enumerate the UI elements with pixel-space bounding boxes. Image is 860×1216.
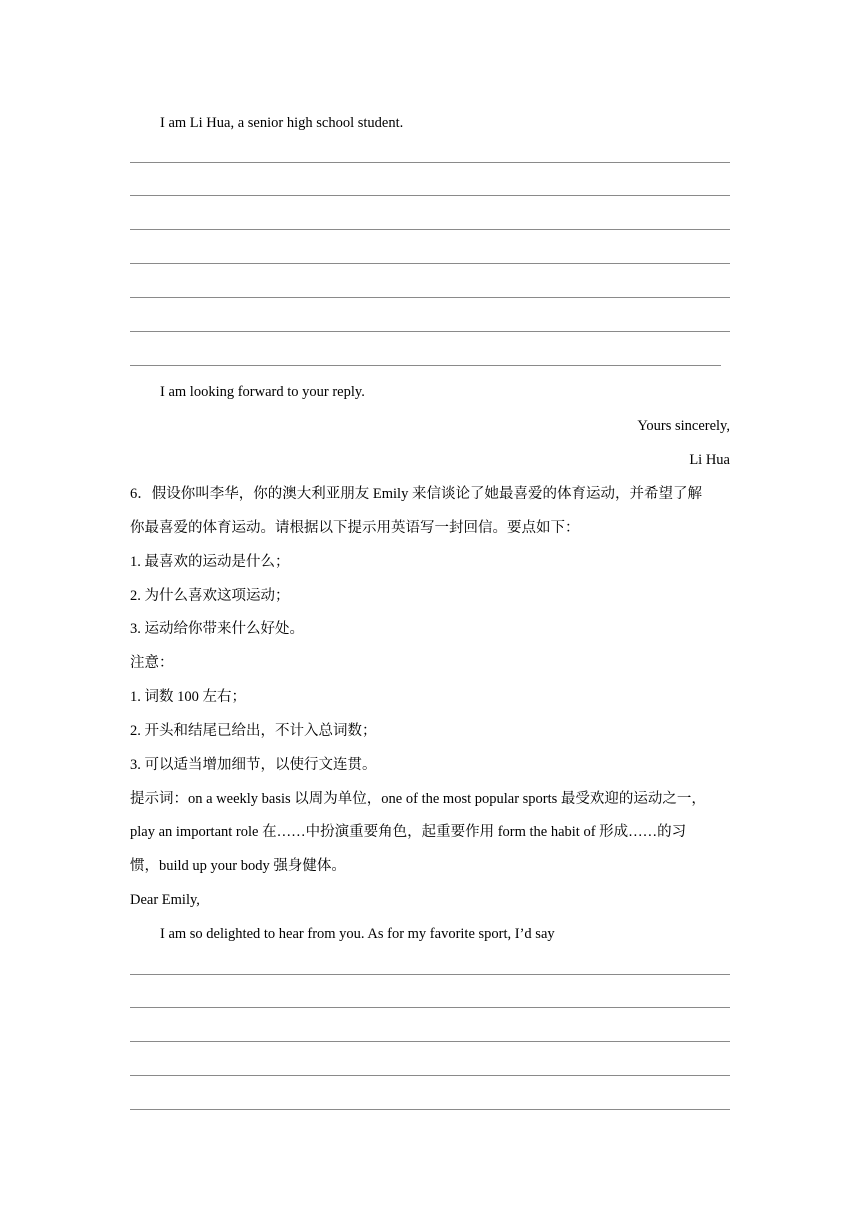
answer-line [130,1041,730,1042]
requirement-point: 3. 运动给你带来什么好处。 [130,621,304,637]
note-item: 3. 可以适当增加细节，以使行文连贯。 [130,757,377,773]
requirement-point: 2. 为什么喜欢这项运动； [130,588,290,604]
answer-line [130,297,730,298]
hint-line-1: 提示词：on a weekly basis 以周为单位，one of the most popular sports 最受欢迎的运动之一， [130,791,706,807]
answer-line [130,162,730,163]
answer-line [130,1007,730,1008]
letter-closing-line: I am looking forward to your reply. [160,384,365,400]
answer-line [130,331,730,332]
question-prompt-line-1: 6．假设你叫李华，你的澳大利亚朋友 Emily 来信谈论了她最喜爱的体育运动，并希望了解 [130,486,702,502]
letter-opening-line: I am so delighted to hear from you. As for my favorite sport, I’d say [160,926,555,942]
answer-line [130,974,730,975]
note-item: 1. 词数 100 左右； [130,689,246,705]
note-item: 2. 开头和结尾已给出，不计入总词数； [130,723,377,739]
letter-signoff: Yours sincerely, [637,418,730,434]
letter-signature: Li Hua [689,452,730,468]
hint-line-2: play an important role 在……中扮演重要角色，起重要作用 form the habit of 形成……的习 [130,824,687,840]
answer-line [130,365,721,366]
answer-line [130,1109,730,1110]
letter-salutation: Dear Emily, [130,892,200,908]
note-label: 注意： [130,655,174,671]
answer-line [130,1075,730,1076]
answer-line [130,263,730,264]
answer-line [130,195,730,196]
question-prompt-line-2: 你最喜爱的体育运动。请根据以下提示用英语写一封回信。要点如下： [130,520,580,536]
letter-opening-line: I am Li Hua, a senior high school student. [160,115,404,131]
hint-line-3: 惯，build up your body 强身健体。 [130,858,346,874]
requirement-point: 1. 最喜欢的运动是什么； [130,554,290,570]
answer-line [130,229,730,230]
